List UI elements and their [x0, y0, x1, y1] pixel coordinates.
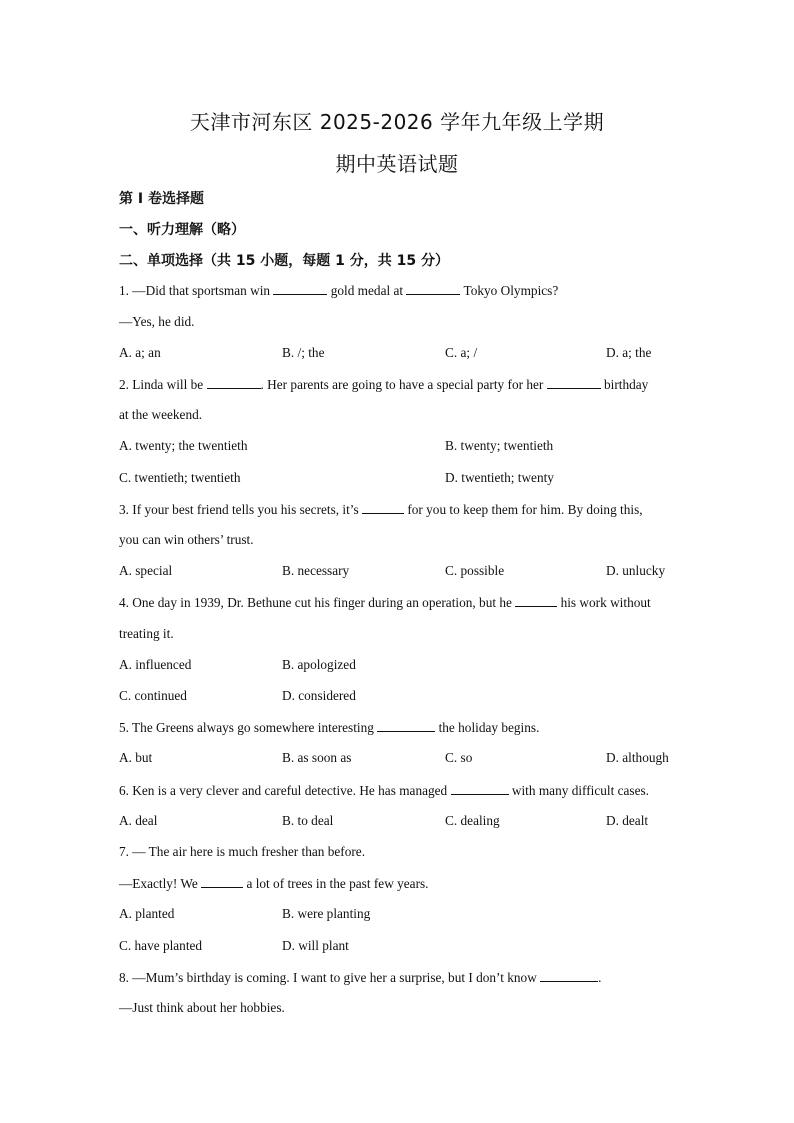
answer-blank	[406, 282, 460, 295]
question-7-reply: —Exactly! We a lot of trees in the past few years.	[119, 876, 429, 891]
option-c: C. so	[445, 750, 473, 765]
option-a: A. influenced	[119, 657, 192, 672]
exam-subtitle: 期中英语试题	[335, 152, 459, 176]
option-d: D. although	[606, 750, 669, 765]
question-4-stem: 4. One day in 1939, Dr. Bethune cut his finger during an operation, but he his work without	[119, 595, 651, 610]
answer-blank	[201, 875, 243, 888]
option-a: A. twenty; the twentieth	[119, 438, 248, 453]
option-b: B. were planting	[282, 906, 371, 921]
answer-blank	[362, 501, 404, 514]
section-listening: 一、听力理解（略）	[119, 222, 245, 238]
option-d: D. twentieth; twenty	[445, 470, 554, 485]
option-a: A. but	[119, 750, 153, 765]
option-a: A. planted	[119, 906, 175, 921]
option-b: B. as soon as	[282, 750, 352, 765]
option-b: B. necessary	[282, 563, 350, 578]
question-3-stem: 3. If your best friend tells you his secrets, it’s for you to keep them for him. By doing this,	[119, 502, 643, 517]
option-a: A. deal	[119, 813, 158, 828]
answer-blank	[547, 376, 601, 389]
question-8-stem: 8. —Mum’s birthday is coming. I want to give her a surprise, but I don’t know .	[119, 970, 602, 985]
question-1-reply: —Yes, he did.	[119, 314, 195, 329]
answer-blank	[207, 376, 261, 389]
answer-blank	[273, 282, 327, 295]
question-3-stem-cont: you can win others’ trust.	[119, 532, 254, 547]
question-6-stem: 6. Ken is a very clever and careful detective. He has managed with many difficult cases.	[119, 783, 649, 798]
question-2-stem-cont: at the weekend.	[119, 407, 203, 422]
option-b: B. to deal	[282, 813, 334, 828]
option-c: C. possible	[445, 563, 505, 578]
option-b: B. apologized	[282, 657, 356, 672]
option-c: C. continued	[119, 688, 187, 703]
option-b: B. twenty; twentieth	[445, 438, 554, 453]
option-d: D. will plant	[282, 938, 349, 953]
option-a: A. a; an	[119, 345, 161, 360]
section-single-choice: 二、单项选择（共 15 小题，每题 1 分，共 15 分）	[119, 253, 449, 269]
option-a: A. special	[119, 563, 173, 578]
option-d: D. dealt	[606, 813, 649, 828]
exam-title: 天津市河东区 2025-2026 学年九年级上学期	[189, 110, 605, 134]
question-1-stem: 1. —Did that sportsman win gold medal at Tokyo Olympics?	[119, 283, 559, 298]
option-b: B. /; the	[282, 345, 325, 360]
option-d: D. unlucky	[606, 563, 666, 578]
question-8-reply: —Just think about her hobbies.	[119, 1000, 285, 1015]
option-c: C. twentieth; twentieth	[119, 470, 241, 485]
answer-blank	[540, 969, 598, 982]
section-part1: 第 I 卷选择题	[119, 191, 204, 207]
question-5-stem: 5. The Greens always go somewhere interesting the holiday begins.	[119, 720, 540, 735]
question-4-stem-cont: treating it.	[119, 626, 174, 641]
answer-blank	[451, 782, 509, 795]
question-7-stem: 7. — The air here is much fresher than before.	[119, 844, 366, 859]
option-c: C. have planted	[119, 938, 203, 953]
question-2-stem: 2. Linda will be . Her parents are going to have a special party for her birthday	[119, 377, 649, 392]
option-d: D. considered	[282, 688, 356, 703]
option-c: C. dealing	[445, 813, 500, 828]
option-d: D. a; the	[606, 345, 652, 360]
option-c: C. a; /	[445, 345, 478, 360]
answer-blank	[377, 719, 435, 732]
answer-blank	[515, 594, 557, 607]
